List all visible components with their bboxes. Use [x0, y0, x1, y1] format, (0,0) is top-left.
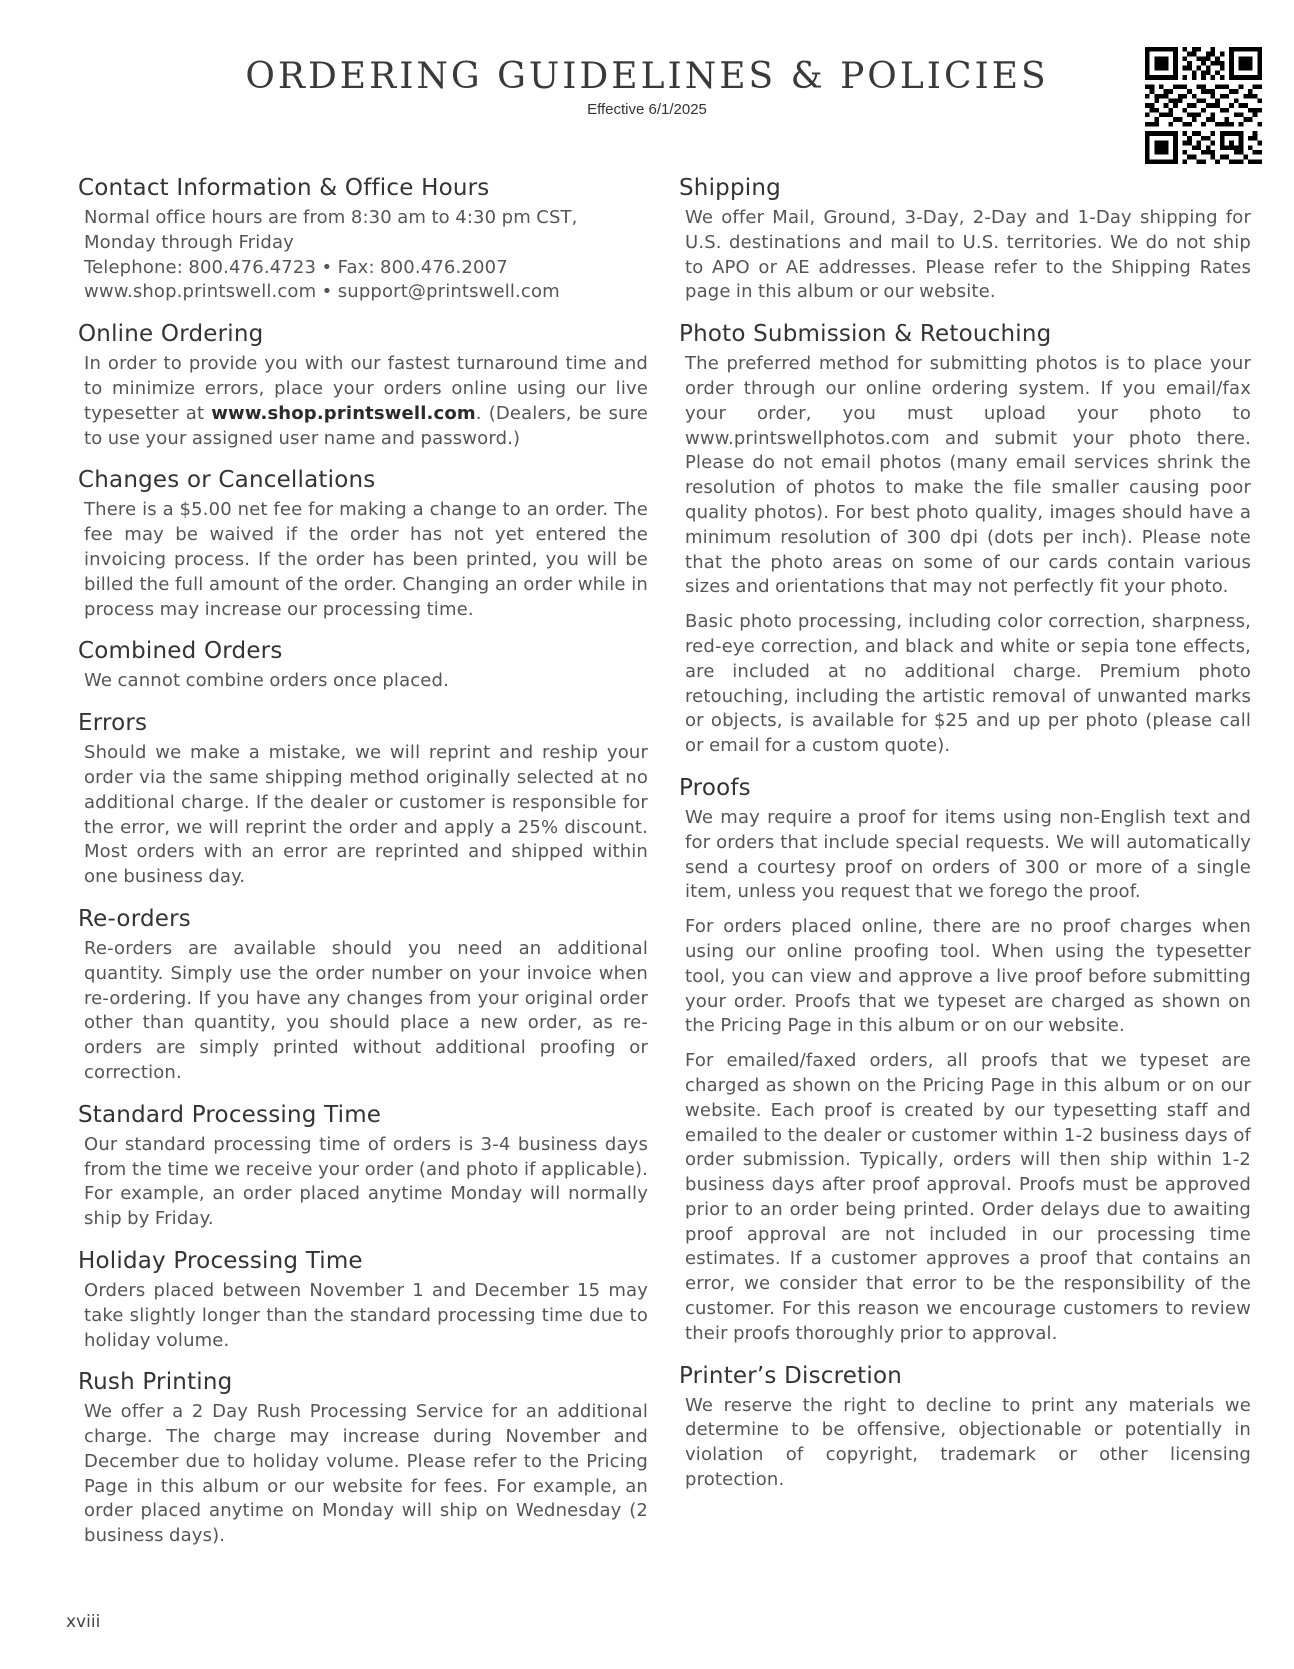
proofs-text-1: We may require a proof for items using non-English text and for orders that include special requests. We will automatically send a courtesy proof on orders of 300 or more of a single item, unless you request that we forego the proof.: [685, 806, 1251, 903]
reorders-text: Re-orders are available should you need an additional quantity. Simply use the order number on your invoice when re-ordering. If you have any changes from your original order other than quantity, you should place a new order, as re-orders are simply printed without additional proofing or correction.: [84, 937, 648, 1083]
shipping-text: We offer Mail, Ground, 3-Day, 2-Day and 1-Day shipping for U.S. destinations and mail to U.S. territories. We do not ship to APO or AE addresses. Please refer to the Shipping Rates page in this album or our website.: [685, 207, 1251, 303]
web-email-text[interactable]: www.shop.printswell.com • support@printswell.com: [84, 281, 560, 303]
qr-code-icon: [1145, 47, 1262, 164]
section-heading: Printer’s Discretion: [679, 1362, 903, 1389]
section-rush-printing: [78, 1366, 648, 1549]
left-column: [78, 172, 648, 1562]
section-heading: Holiday Processing Time: [78, 1247, 363, 1274]
changes-text: There is a $5.00 net fee for making a change to an order. The fee may be waived if the order has not yet entered the invoicing process. If the order has been printed, you will be billed the full amount of the order. Changing an order while in process may increase our processing time.: [84, 499, 648, 620]
section-reorders: [78, 903, 648, 1086]
holiday-processing-text: Orders placed between November 1 and December 15 may take slightly longer than the standard processing time due to holiday volume.: [84, 1279, 648, 1351]
page-header: [0, 55, 1294, 119]
errors-text: Should we make a mistake, we will reprint and reship your order via the same shipping method originally selected at no additional charge. If the dealer or customer is responsible for the error, we will reprint the order and apply a 25% discount. Most orders with an error are reprinted and shipped within one business day.: [84, 742, 648, 888]
discretion-text: We reserve the right to decline to print any materials we determine to be offensive, objectionable or potentially in violation of copyright, trademark or other licensing protection.: [685, 1394, 1251, 1491]
section-heading: Contact Information & Office Hours: [78, 175, 490, 201]
section-standard-processing: [78, 1099, 648, 1232]
section-combined-orders: [78, 635, 648, 694]
section-photo-submission: [679, 318, 1251, 759]
combined-text: We cannot combine orders once placed.: [84, 670, 449, 692]
photo-retouching-text: Basic photo processing, including color correction, sharpness, red-eye correction, and black and white or sepia tone effects, are included at no additional charge. Premium photo retouching, including the artistic removal of unwanted marks or objects, is available for $25 and up per photo (please call or email for a custom quote).: [685, 611, 1251, 757]
page-number: xviii: [66, 1612, 101, 1632]
section-errors: [78, 707, 648, 890]
section-heading: Combined Orders: [78, 638, 283, 665]
effective-date: Effective 6/1/2025: [587, 101, 707, 118]
proofs-text-3: For emailed/faxed orders, all proofs that we typeset are charged as shown on the Pricing Page in this album or on our website. Each proof is created by our typesetting staff and emailed to the dealer or customer within 1-2 business days of order submission. Typically, orders will then ship within 1-2 business days after proof approval. Proofs must be approved prior to an order being printed. Order delays due to awaiting proof approval are not included in our processing time estimates. If a customer approves a proof that contains an error, we consider that error to be the responsibility of the customer. For this reason we encourage customers to review their proofs thoroughly prior to approval.: [685, 1050, 1251, 1344]
office-hours-text: Normal office hours are from 8:30 am to 4:30 pm CST,: [84, 207, 578, 228]
section-heading: Online Ordering: [78, 321, 264, 348]
section-shipping: [679, 172, 1251, 305]
section-proofs: [679, 772, 1251, 1347]
section-heading: Shipping: [679, 175, 781, 201]
standard-processing-text: Our standard processing time of orders is 3-4 business days from the time we receive your order (and photo if applicable). For example, an order placed anytime Monday will normally ship by Friday.: [84, 1133, 648, 1230]
rush-printing-text: We offer a 2 Day Rush Processing Service for an additional charge. The charge may increase during November and December due to holiday volume. Please refer to the Pricing Page in this album or our website for fees. For example, an order placed anytime on Monday will ship on Wednesday (2 business days).: [84, 1401, 648, 1547]
section-changes: [78, 464, 648, 622]
section-contact: [78, 172, 648, 305]
proofs-text-2: For orders placed online, there are no proof charges when using our online proofing tool. When using the typesetter tool, you can view and approve a live proof before submitting your order. Proofs that we typeset are charged as shown on the Pricing Page in this album or on our website.: [685, 916, 1251, 1037]
section-heading: Changes or Cancellations: [78, 467, 376, 494]
phone-fax-text[interactable]: Telephone: 800.476.4723 • Fax: 800.476.2007: [84, 256, 508, 278]
shop-link[interactable]: www.shop.printswell.com: [211, 402, 476, 424]
section-heading: Re-orders: [78, 905, 191, 932]
section-online-ordering: [78, 318, 648, 451]
section-heading: Rush Printing: [78, 1369, 233, 1396]
page-title: ORDERING GUIDELINES & POLICIES: [245, 56, 1049, 97]
section-printers-discretion: [679, 1360, 1251, 1493]
section-heading: Proofs: [679, 774, 751, 801]
right-column: [679, 172, 1251, 1506]
online-ordering-text: In order to provide you with our fastest turnaround time and to minimize errors, place your orders online using our live typesetter at www.shop.printswell.com. (Dealers, be sure to use your assigned user name and password.): [84, 353, 648, 449]
section-heading: Standard Processing Time: [78, 1101, 382, 1128]
section-heading: Photo Submission & Retouching: [679, 321, 1052, 348]
section-holiday-processing: [78, 1245, 648, 1353]
photo-submission-text: The preferred method for submitting photos is to place your order through our online ordering system. If you email/fax your order, you must upload your photo to www.printswellphotos.com and submit your photo there. Please do not email photos (many email services shrink the resolution of photos to make the file smaller causing poor quality photos). For best photo quality, images should have a minimum resolution of 300 dpi (dots per inch). Please note that the photo areas on some of our cards contain various sizes and orientations that may not perfectly fit your photo.: [685, 353, 1251, 598]
section-heading: Errors: [78, 710, 148, 737]
office-days-text: Monday through Friday: [84, 231, 294, 253]
